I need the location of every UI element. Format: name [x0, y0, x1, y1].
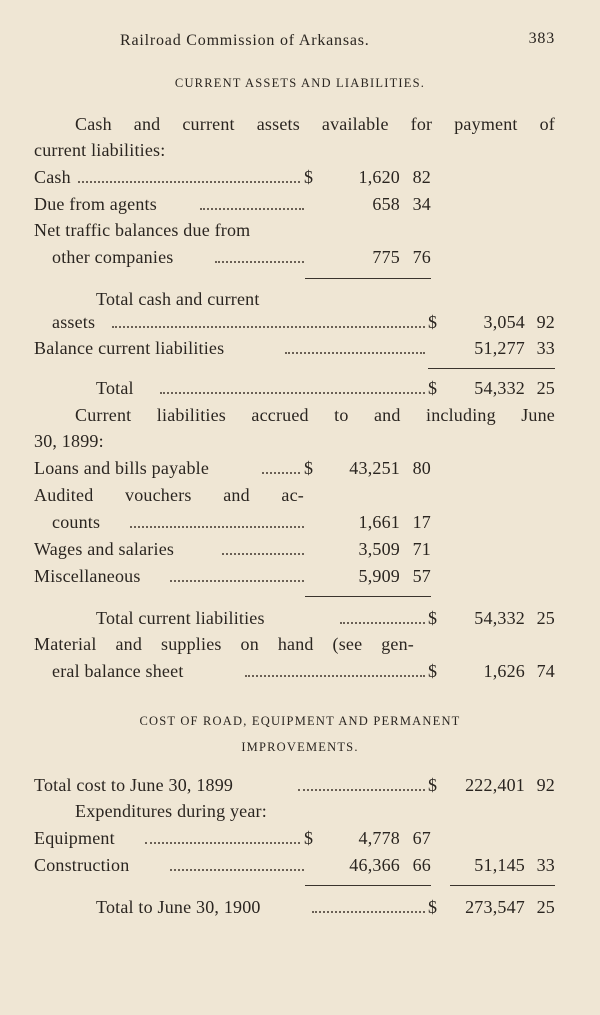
material-line-1: Material and supplies on hand (see gen-: [34, 634, 414, 654]
material-amount: 1,626: [483, 661, 525, 681]
expenditures-sum-cents: 33: [536, 855, 555, 875]
leader-dots: [340, 620, 425, 624]
total-liabilities-amount: 54,332: [474, 608, 525, 628]
dollar-sign: $: [428, 312, 438, 332]
equipment-label: Equipment: [34, 828, 115, 848]
leader-dots: [160, 390, 425, 394]
leader-dots: [262, 470, 300, 474]
total-amount: 54,332: [474, 378, 525, 398]
loans-cents: 80: [412, 458, 431, 478]
section-heading-assets: CURRENT ASSETS AND LIABILITIES.: [174, 76, 426, 90]
net-traffic-amount: 775: [372, 247, 400, 267]
dollar-sign: $: [304, 167, 314, 187]
section-heading-cost-2: IMPROVEMENTS.: [241, 740, 359, 754]
total-cash-amount: 3,054: [483, 312, 525, 332]
leader-dots: [130, 524, 304, 528]
misc-amount: 5,909: [358, 566, 400, 586]
leader-dots: [78, 179, 300, 183]
misc-cents: 57: [412, 566, 431, 586]
material-label: eral balance sheet: [52, 661, 184, 681]
construction-label: Construction: [34, 855, 130, 875]
construction-amount: 46,366: [349, 855, 400, 875]
total-label: Total: [96, 378, 134, 398]
leader-dots: [245, 673, 425, 677]
misc-label: Miscellaneous: [34, 566, 141, 586]
total-cost-cents: 92: [536, 775, 555, 795]
intro-line-2: current liabilities:: [34, 140, 166, 160]
dollar-sign: $: [428, 378, 438, 398]
total-cash-label: assets: [52, 312, 96, 332]
page-number: 383: [528, 30, 555, 47]
cash-amount: 1,620: [358, 167, 400, 187]
loans-amount: 43,251: [349, 458, 400, 478]
dollar-sign: $: [428, 775, 438, 795]
equipment-cents: 67: [412, 828, 431, 848]
total-cents: 25: [536, 378, 555, 398]
audited-cents: 17: [412, 512, 431, 532]
net-traffic-line-1: Net traffic balances due from: [34, 220, 251, 240]
dollar-sign: $: [428, 608, 438, 628]
wages-amount: 3,509: [358, 539, 400, 559]
accrued-line-1: Current liabilities accrued to and including June: [75, 405, 555, 425]
audited-amount: 1,661: [358, 512, 400, 532]
running-header-title: Railroad Commission of Arkansas.: [120, 32, 370, 49]
leader-dots: [170, 867, 304, 871]
total-cost-amount: 222,401: [465, 775, 525, 795]
sum-rule: [305, 596, 431, 597]
total-cash-cents: 92: [536, 312, 555, 332]
loans-label: Loans and bills payable: [34, 458, 210, 478]
total-cost-label: Total cost to June 30, 1899: [34, 775, 234, 795]
cash-cents: 82: [412, 167, 431, 187]
balance-cents: 33: [536, 338, 555, 358]
leader-dots: [215, 259, 304, 263]
sum-rule: [305, 278, 431, 279]
total-1900-cents: 25: [536, 897, 555, 917]
leader-dots: [222, 551, 304, 555]
expenditures-sum-amount: 51,145: [474, 855, 525, 875]
leader-dots: [285, 350, 425, 354]
total-1900-amount: 273,547: [465, 897, 525, 917]
audited-label: counts: [52, 512, 101, 532]
leader-dots: [312, 909, 425, 913]
intro-line-1: Cash and current assets available for payment of: [75, 114, 555, 134]
sum-rule: [305, 885, 431, 886]
material-cents: 74: [536, 661, 555, 681]
leader-dots: [112, 324, 425, 328]
total-liabilities-cents: 25: [536, 608, 555, 628]
cash-label: Cash: [34, 167, 71, 187]
leader-dots: [170, 578, 304, 582]
expenditures-label: Expenditures during year:: [75, 801, 267, 821]
section-heading-cost: COST OF ROAD, EQUIPMENT AND PERMANENT: [139, 714, 461, 728]
audited-line-1: Audited vouchers and ac-: [34, 485, 304, 505]
construction-cents: 66: [412, 855, 431, 875]
sum-rule: [428, 368, 555, 369]
equipment-amount: 4,778: [358, 828, 400, 848]
due-label: Due from agents: [34, 194, 157, 214]
accrued-line-2: 30, 1899:: [34, 431, 104, 451]
due-amount: 658: [372, 194, 400, 214]
total-liabilities-label: Total current liabilities: [96, 608, 265, 628]
sum-rule: [450, 885, 555, 886]
wages-label: Wages and salaries: [34, 539, 175, 559]
dollar-sign: $: [304, 828, 314, 848]
wages-cents: 71: [412, 539, 431, 559]
net-traffic-cents: 76: [412, 247, 431, 267]
dollar-sign: $: [304, 458, 314, 478]
total-1900-label: Total to June 30, 1900: [96, 897, 261, 917]
total-cash-line-1: Total cash and current: [96, 289, 260, 309]
net-traffic-label: other companies: [52, 247, 174, 267]
due-cents: 34: [412, 194, 431, 214]
leader-dots: [298, 787, 425, 791]
dollar-sign: $: [428, 897, 438, 917]
balance-amount: 51,277: [474, 338, 525, 358]
leader-dots: [145, 840, 300, 844]
balance-label: Balance current liabilities: [34, 338, 225, 358]
leader-dots: [200, 206, 304, 210]
dollar-sign: $: [428, 661, 438, 681]
